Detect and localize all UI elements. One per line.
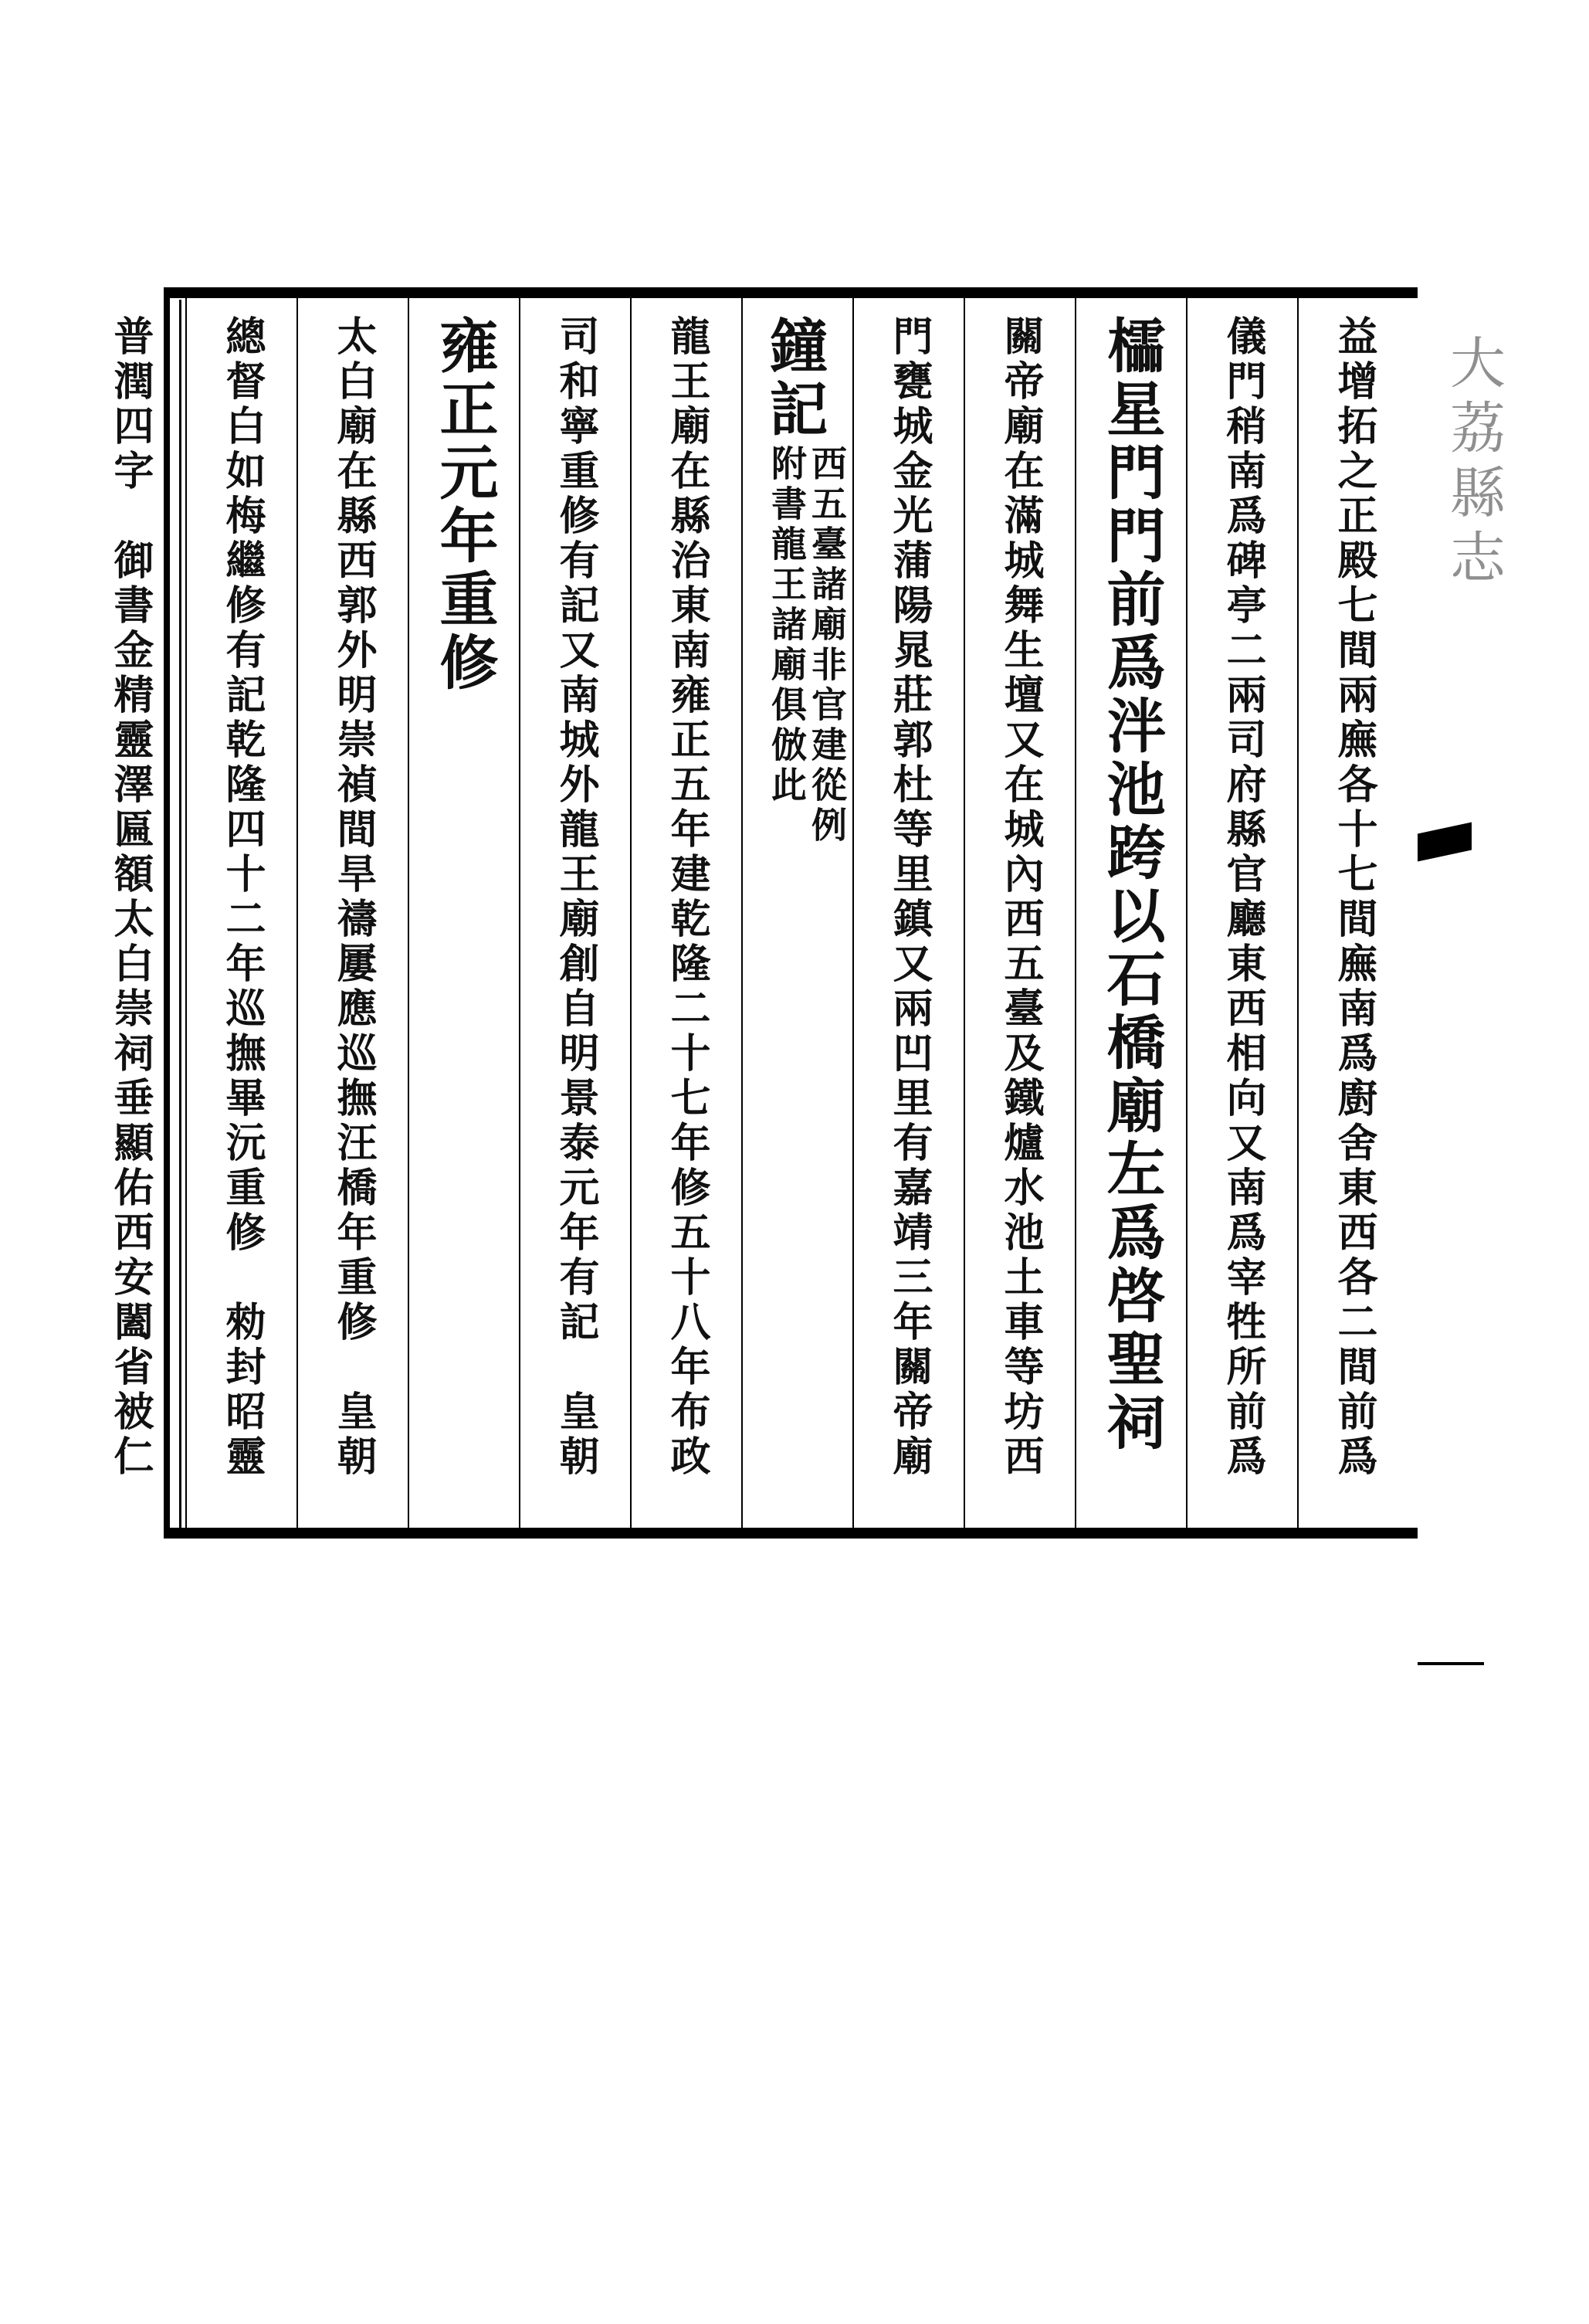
column-text: 龍王廟在縣治東南雍正五年建乾隆二十七年修五十八年布政 <box>663 315 710 1480</box>
corner-mark <box>164 287 187 298</box>
text-column-4 <box>964 298 1075 1528</box>
text-column-9 <box>408 298 519 1528</box>
fish-tail-mark <box>1418 823 1472 862</box>
text-column-3 <box>1075 298 1186 1528</box>
column-main-text: 鐘記 <box>760 315 828 442</box>
column-text: 司和寧重修有記又南城外龍王廟創自明景泰元年有記 皇朝 <box>552 315 599 1480</box>
text-column-2 <box>1186 298 1297 1528</box>
column-text: 太白廟在縣西郭外明崇禎間旱禱屢應巡撫汪橋年重修 皇朝 <box>330 315 377 1480</box>
header-rule <box>1418 1662 1484 1665</box>
column-text: 關帝廟在滿城舞生壇又在城內西五臺及鐵爐水池土車等坊西 <box>997 315 1044 1480</box>
column-text: 益增拓之正殿七間兩廡各十七間廡南爲廚舍東西各二間前爲 <box>1330 315 1377 1480</box>
column-text: 儀門稍南爲碑亭二兩司府縣官廳東西相向又南爲宰牲所前爲 <box>1219 315 1266 1480</box>
column-text: 雍正元年重修 <box>430 315 499 695</box>
text-column-11 <box>185 298 296 1528</box>
text-column-12 <box>74 298 185 1528</box>
text-columns <box>107 298 1408 1528</box>
text-column-10 <box>296 298 408 1528</box>
text-column-6 <box>741 298 852 1528</box>
column-text: 總督白如梅繼修有記乾隆四十二年巡撫畢沅重修 勑封昭靈 <box>219 315 266 1480</box>
annotation-right: 西五臺諸廟非官建從例 <box>806 445 848 846</box>
text-column-8 <box>519 298 630 1528</box>
annotation-left: 附書龍王諸廟俱倣此 <box>766 445 808 806</box>
column-text: 普潤四字 御書金精靈澤匾額太白崇祠垂顯佑西安闔省被仁 <box>107 315 154 1480</box>
column-text: 櫺星門門前爲泮池跨以石橋廟左爲啓聖祠 <box>1097 315 1166 1455</box>
text-column-1 <box>1297 298 1408 1528</box>
text-column-5 <box>852 298 964 1528</box>
header-title: 大荔縣志 <box>1441 334 1506 593</box>
text-column-7 <box>630 298 741 1528</box>
running-header <box>1418 287 1506 1539</box>
column-text: 門甕城金光蒲陽晁莊郭杜等里鎮又兩凹里有嘉靖三年關帝廟 <box>886 315 933 1480</box>
